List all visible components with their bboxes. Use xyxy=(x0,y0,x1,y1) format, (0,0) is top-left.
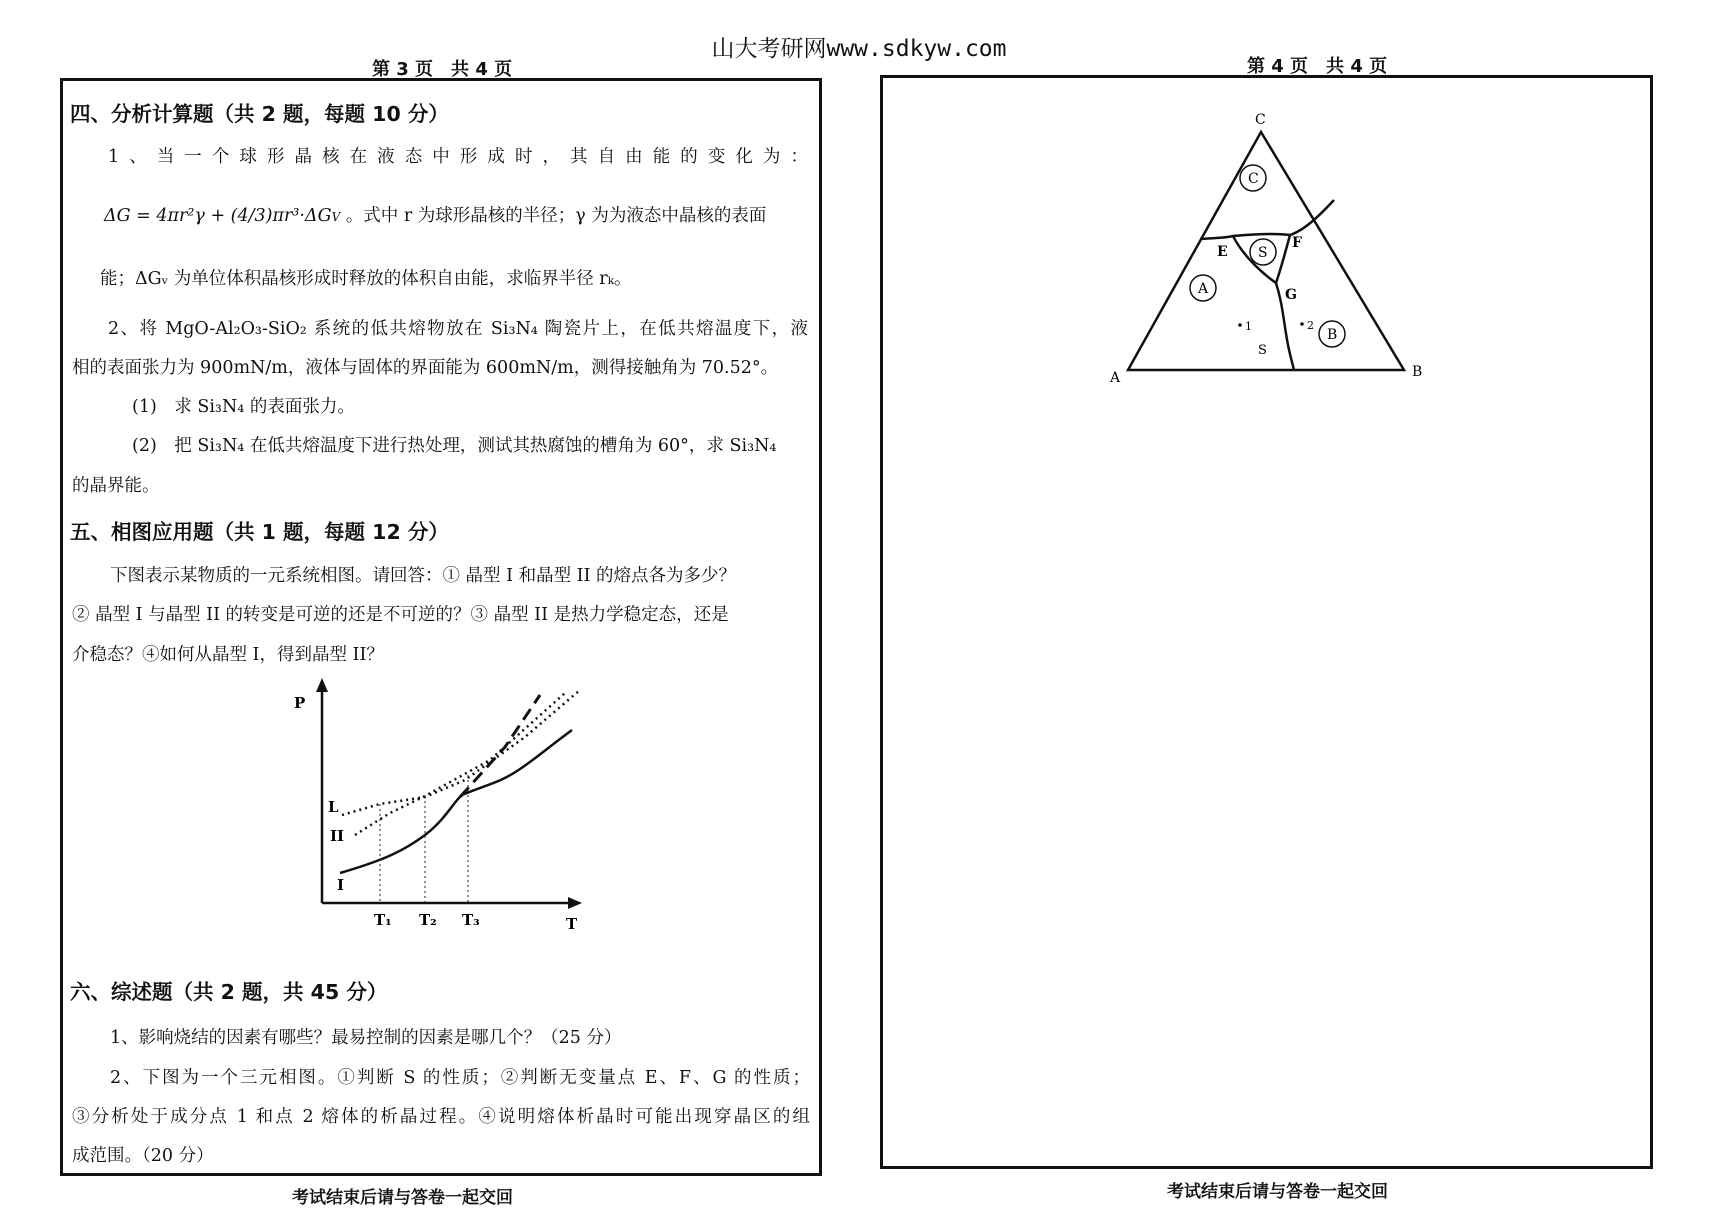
section4-title: 四、分析计算题（共 2 题，每题 10 分） xyxy=(70,102,449,126)
q4-1-line2-text: 。式中 r 为球形晶核的半径；γ 为为液态中晶核的表面 xyxy=(345,206,767,226)
q4-1-line2: ΔG = 4πr²γ + (4/3)πr³·ΔGV 。式中 r 为球形晶核的半径；γ 为为液态中晶核的表面 xyxy=(104,206,767,226)
curve-II xyxy=(355,693,565,835)
region-C-label: C xyxy=(1248,171,1259,187)
right-footer: 考试结束后请与答卷一起交回 xyxy=(1167,1182,1388,1202)
q4-2-line2: 相的表面张力为 900mN/m，液体与固体的界面能为 600mN/m，测得接触角为 70.52°。 xyxy=(72,358,779,378)
t-axis-label: T xyxy=(566,915,578,933)
vertex-A: A xyxy=(1110,370,1121,386)
point-E: E xyxy=(1217,244,1228,260)
tick-T2: T₂ xyxy=(419,911,437,929)
left-page-frame xyxy=(60,78,822,1176)
region-A-label: A xyxy=(1198,281,1209,297)
s-composition-label: S xyxy=(1258,343,1267,358)
section5-title: 五、相图应用题（共 1 题，每题 12 分） xyxy=(70,520,449,544)
s5-line1: 下图表示某物质的一元系统相图。请回答：① 晶型 I 和晶型 II 的熔点各为多少？ xyxy=(110,566,737,586)
ternary-phase-diagram xyxy=(1100,100,1460,390)
vertex-B: B xyxy=(1412,364,1423,380)
left-page-number: 第 3 页 共 4 页 xyxy=(372,59,513,80)
q4-2-sub2-cont: 的晶界能。 xyxy=(72,476,160,496)
region-S-label: S xyxy=(1258,245,1268,261)
composition-point-2 xyxy=(1300,322,1304,326)
label-II: II xyxy=(330,827,345,845)
s6-q2-line1: 2、下图为一个三元相图。①判断 S 的性质；②判断无变量点 E、F、G 的性质； xyxy=(110,1068,810,1088)
q4-2-sub2: (2) 把 Si₃N₄ 在低共熔温度下进行热处理，测试其热腐蚀的槽角为 60°，求 Si₃N₄ xyxy=(132,436,777,456)
curve-I xyxy=(340,730,572,873)
point-F: F xyxy=(1292,235,1302,251)
q4-1-line3: 能；ΔGᵥ 为单位体积晶核形成时释放的体积自由能，求临界半径 rₖ。 xyxy=(100,269,632,289)
s6-q2-line3: 成范围。（20 分） xyxy=(72,1146,214,1166)
vertex-C: C xyxy=(1255,112,1266,128)
point-G: G xyxy=(1285,287,1297,303)
composition-label-2: 2 xyxy=(1307,319,1314,332)
composition-point-1 xyxy=(1238,323,1242,327)
tick-T1: T₁ xyxy=(374,911,392,929)
right-page-number: 第 4 页 共 4 页 xyxy=(1247,56,1388,77)
s6-q2-line2: ③分析处于成分点 1 和点 2 熔体的析晶过程。④说明熔体析晶时可能出现穿晶区的组 xyxy=(72,1107,810,1127)
s6-q1: 1、影响烧结的因素有哪些？最易控制的因素是哪几个？（25 分） xyxy=(110,1028,622,1048)
unary-phase-diagram xyxy=(290,675,610,940)
s5-line3: 介稳态？④如何从晶型 I，得到晶型 II？ xyxy=(72,645,384,665)
q4-1-line1: 1、当一个球形晶核在液态中形成时，其自由能的变化为： xyxy=(108,147,808,167)
site-header: 山大考研网www.sdkyw.com xyxy=(711,36,1007,62)
section6-title: 六、综述题（共 2 题，共 45 分） xyxy=(70,980,388,1004)
region-B-label: B xyxy=(1327,327,1338,343)
curve-metastable xyxy=(460,695,540,797)
q4-1-formula: ΔG = 4πr²γ + (4/3)πr³·ΔG xyxy=(104,206,332,226)
composition-label-1: 1 xyxy=(1245,320,1252,333)
s5-line2: ② 晶型 I 与晶型 II 的转变是可逆的还是不可逆的？③ 晶型 II 是热力学稳定态，还是 xyxy=(72,605,729,625)
q4-2-sub1: (1) 求 Si₃N₄ 的表面张力。 xyxy=(132,397,355,417)
q4-2-line1: 2、将 MgO-Al₂O₃-SiO₂ 系统的低共熔物放在 Si₃N₄ 陶瓷片上，在低共熔温度下，液 xyxy=(108,319,808,339)
tick-T3: T₃ xyxy=(462,911,480,929)
p-axis-label: P xyxy=(294,694,306,712)
label-L: L xyxy=(328,798,339,816)
label-I: I xyxy=(337,876,345,894)
left-footer: 考试结束后请与答卷一起交回 xyxy=(292,1188,513,1208)
p-axis-arrow xyxy=(316,678,328,692)
t-axis-arrow xyxy=(568,897,582,909)
